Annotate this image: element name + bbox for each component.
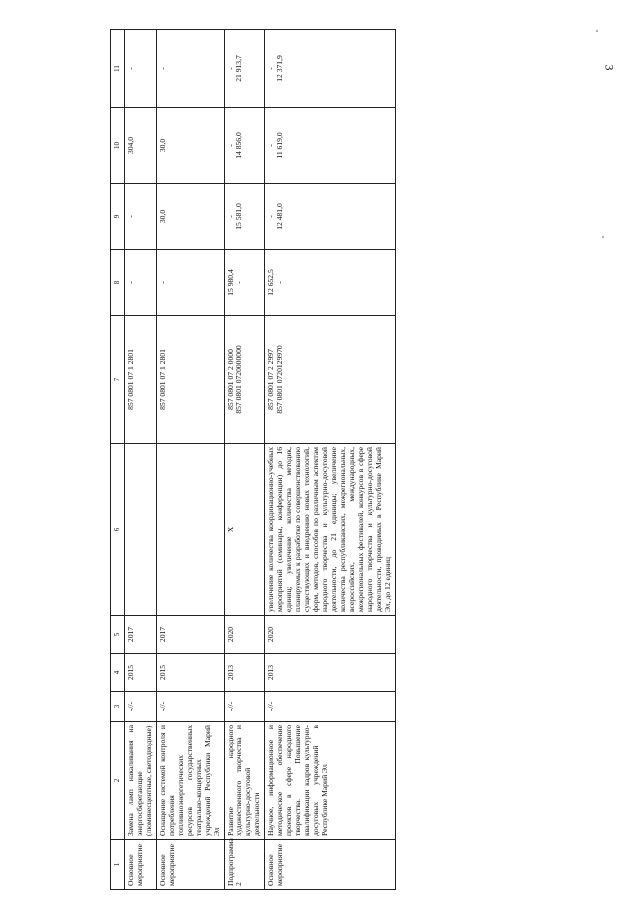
expected-result-cell [125,444,157,616]
column-header: 6 [111,444,125,616]
amount-cell: 304,0 [125,108,157,184]
table-row [265,30,395,890]
row-type-cell: Основное мероприятие [125,840,157,890]
executor-cell: -//- [265,692,395,722]
amount-cell: - 11 619,0 [265,108,395,184]
amount-cell: - [156,30,224,108]
amount-cell: - 21 913,7 [224,30,265,108]
row-name-cell: Оснащение системой контроля и потребления топливноэнергетических ресурсов государственных театрально-концертных учреждений Республики Марий Эл [156,722,224,840]
start-year-cell: 2015 [156,654,224,692]
executor-cell: -//- [224,692,265,722]
rotated-table-container [110,30,610,890]
amount-cell: 30,0 [156,184,224,250]
amount-cell: - [156,250,224,316]
amount-cell: - [125,250,157,316]
end-year-cell: 2020 [265,616,395,654]
budget-code-cell: 857 0801 07 2 2997 857 0801 0720129970 [265,316,395,444]
budget-table [110,29,396,890]
column-header: 1 [111,840,125,890]
column-header: 11 [111,30,125,108]
column-header: 9 [111,184,125,250]
table-row [224,30,265,890]
amount-cell: 12 652,5 - [265,250,395,316]
amount-cell: - [125,184,157,250]
start-year-cell: 2013 [265,654,395,692]
row-name-cell: Замена ламп накаливания на энергосберегающие (люминесцентные, светодиодные) [125,722,157,840]
column-header: 4 [111,654,125,692]
amount-cell: - 15 581,0 [224,184,265,250]
column-number-row [111,30,125,890]
start-year-cell: 2013 [224,654,265,692]
end-year-cell: 2017 [156,616,224,654]
expected-result-cell: увеличение количества координационно-учебных мероприятий (семинары, конференции) до 16 единиц; увеличение количества методик, планируемых к разработке по совершенствованию существующих и внедрению новых технологий, форм, методов, способов по различным аспектам народного творчества и культурно-досуговой деятельности, до 21 единицы; увеличение количества республиканских, межрегиональных, всероссийских, международных, межрегиональных фестивалей, конкурсов в сфере народного творчества и культурно-досуговой деятельности, проводимых в Республике Марий Эл, до 12 единиц [265,444,395,616]
executor-cell: -//- [156,692,224,722]
row-name-cell: Развитие народного художественного творчества и культурно-досуговой деятельности [224,722,265,840]
budget-code-cell: 857 0801 07 1 2801 [125,316,157,444]
row-type-cell: Подпрограмма 2 [224,840,265,890]
budget-code-cell: 857 0801 07 1 2801 [156,316,224,444]
expected-result-cell: X [224,444,265,616]
budget-code-cell: 857 0801 07 2 0000 857 0801 0720000000 [224,316,265,444]
executor-cell: -//- [125,692,157,722]
column-header: 2 [111,722,125,840]
column-header: 3 [111,692,125,722]
column-header: 7 [111,316,125,444]
column-header: 10 [111,108,125,184]
row-type-cell: Основное мероприятие [265,840,395,890]
row-type-cell: Основное мероприятие [156,840,224,890]
end-year-cell: 2020 [224,616,265,654]
amount-cell: - [125,30,157,108]
column-header: 8 [111,250,125,316]
amount-cell: 15 980,4 - [224,250,265,316]
row-name-cell: Научное, информационное и методическое обеспечение проектов в сфере народного творчества. Повышение квалификации кадров культурно-досуговых учреждений в Республике Марий Эл [265,722,395,840]
column-header: 5 [111,616,125,654]
amount-cell: - 12 481,0 [265,184,395,250]
end-year-cell: 2017 [125,616,157,654]
amount-cell: - 14 856,0 [224,108,265,184]
page-number: 3 [602,64,617,71]
expected-result-cell [156,444,224,616]
amount-cell: - 12 371,9 [265,30,395,108]
amount-cell: 30,0 [156,108,224,184]
table-row [156,30,224,890]
table-row [125,30,157,890]
start-year-cell: 2015 [125,654,157,692]
